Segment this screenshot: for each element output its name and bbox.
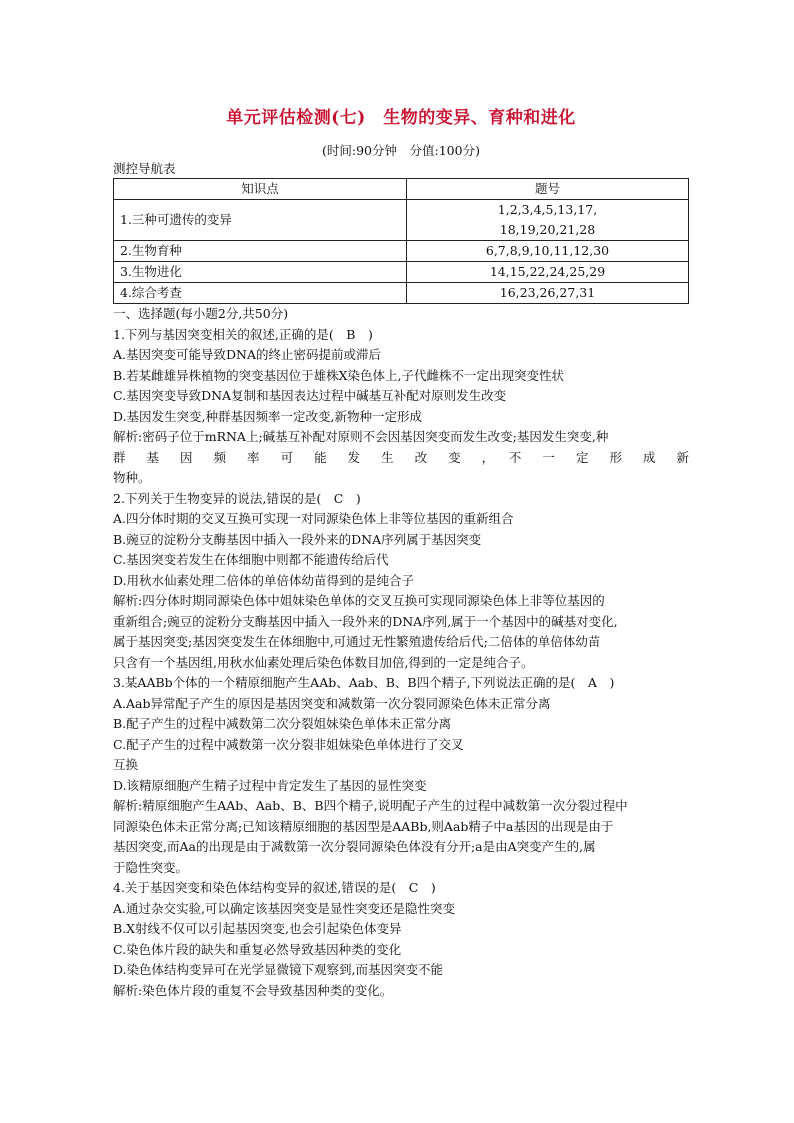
- option-line: C.基因突变若发生在体细胞中则都不能遗传给后代: [113, 552, 389, 567]
- option-line: B.豌豆的淀粉分支酶基因中插入一段外来的DNA序列属于基因突变: [113, 531, 482, 547]
- explanation-line: 重新组合;豌豆的淀粉分支酶基因中插入一段外来的DNA序列,属于一个基因中的碱基对变化,: [113, 613, 618, 629]
- question-stem: 1.下列与基因突变相关的叙述,正确的是( B ): [113, 326, 373, 342]
- explanation-line: 解析:密码子位于mRNA上;碱基互补配对原则不会因基因突变而发生改变;基因发生突变,种: [113, 429, 609, 444]
- table-row: [114, 262, 689, 283]
- option-line: A.四分体时期的交叉互换可实现一对同源染色体上非等位基因的重新组合: [113, 511, 514, 526]
- option-line: D.染色体结构变异可在光学显微镜下观察到,而基因突变不能: [113, 962, 444, 977]
- option-line: A.通过杂交实验,可以确定该基因突变是显性突变还是隐性突变: [113, 900, 455, 916]
- question-stem: 2.下列关于生物变异的说法,错误的是( C ): [113, 490, 361, 506]
- explanation-line: 只含有一个基因组,用秋水仙素处理后染色体数目加倍,得到的一定是纯合子。: [113, 654, 534, 670]
- explanation-line: 基因突变,而Aa的出现是由于减数第一次分裂同源染色体没有分开;a是由A突变产生的,属: [113, 839, 596, 854]
- topic-cell: 3.生物进化: [114, 262, 407, 283]
- option-line: D.该精原细胞产生精子过程中肯定发生了基因的显性突变: [113, 777, 427, 793]
- table-header-row: [114, 179, 689, 200]
- table-row: [114, 283, 689, 304]
- section-heading: 一、选择题(每小题2分,共50分): [113, 306, 289, 321]
- question-numbers-line: 1,2,3,4,5,13,17,: [497, 202, 598, 217]
- document-page: [113, 100, 689, 1001]
- question-stem: 3.某AABb个体的一个精原细胞产生AAb、Aab、B、B四个精子,下列说法正确的是( A ): [113, 675, 615, 690]
- topic-cell: 4.综合考查: [114, 283, 407, 304]
- option-line: A.Aab异常配子产生的原因是基因突变和减数第一次分裂同源染色体未正常分离: [113, 695, 551, 711]
- column-header-topic: 知识点: [114, 179, 407, 200]
- explanation-line: 解析:染色体片段的重复不会导致基因种类的变化。: [113, 982, 393, 998]
- exam-time-score: (时间:90分钟 分值:100分): [322, 143, 480, 158]
- option-line: B.X射线不仅可以引起基因突变,也会引起染色体变异: [113, 921, 402, 936]
- table-row: [114, 200, 689, 241]
- explanation-line: 于隐性突变。: [113, 859, 189, 875]
- option-line: D.基因发生突变,种群基因频率一定改变,新物种一定形成: [113, 408, 422, 424]
- explanation-line: 解析:精原细胞产生AAb、Aab、B、B四个精子,说明配子产生的过程中减数第一次分裂过程中: [113, 798, 628, 813]
- explanation-line: 群 基 因 频 率 可 能 发 生 改 变 ， 不 一 定 形 成 新: [113, 449, 689, 465]
- topic-cell: 1.三种可遗传的变异: [114, 200, 407, 241]
- question-body: [113, 304, 689, 1001]
- option-line: C.基因突变导致DNA复制和基因表达过程中碱基互补配对原则发生改变: [113, 388, 507, 403]
- question-numbers-cell: 16,23,26,27,31: [407, 283, 689, 304]
- explanation-line: 同源染色体未正常分离;已知该精原细胞的基因型是AABb,则Aab精子中a基因的出现是由于: [113, 818, 614, 834]
- question-numbers-cell: 14,15,22,24,25,29: [407, 262, 689, 283]
- question-stem: 4.关于基因突变和染色体结构变异的叙述,错误的是( C ): [113, 880, 436, 895]
- option-line: B.若某雌雄异株植物的突变基因位于雄株X染色体上,子代雌株不一定出现突变性状: [113, 367, 565, 383]
- option-line: A.基因突变可能导致DNA的终止密码提前或滞后: [113, 347, 381, 362]
- question-numbers-cell: 6,7,8,9,10,11,12,30: [407, 241, 689, 262]
- table-row: [114, 241, 689, 262]
- option-line: C.配子产生的过程中减数第一次分裂非姐妹染色单体进行了交叉: [113, 736, 464, 752]
- nav-table-caption: 测控导航表: [113, 161, 176, 176]
- option-line: B.配子产生的过程中减数第二次分裂姐妹染色单体未正常分离: [113, 716, 452, 731]
- explanation-line: 解析:四分体时期同源染色体中姐妹染色单体的交叉互换可实现同源染色体上非等位基因的: [113, 593, 605, 608]
- question-numbers-line: 18,19,20,21,28: [499, 222, 596, 237]
- question-numbers-cell: [407, 200, 689, 241]
- column-header-questions: 题号: [407, 179, 689, 200]
- option-line: D.用秋水仙素处理二倍体的单倍体幼苗得到的是纯合子: [113, 572, 415, 588]
- option-line: C.染色体片段的缺失和重复必然导致基因种类的变化: [113, 941, 402, 957]
- explanation-line: 物种。: [113, 470, 151, 485]
- topic-cell: 2.生物育种: [114, 241, 407, 262]
- explanation-line: 属于基因突变;基因突变发生在体细胞中,可通过无性繁殖遗传给后代;二倍体的单倍体幼苗: [113, 634, 601, 649]
- option-line: 互换: [113, 757, 139, 772]
- page-title: 单元评估检测(七) 生物的变异、育种和进化: [226, 108, 576, 128]
- navigation-table: [113, 178, 689, 304]
